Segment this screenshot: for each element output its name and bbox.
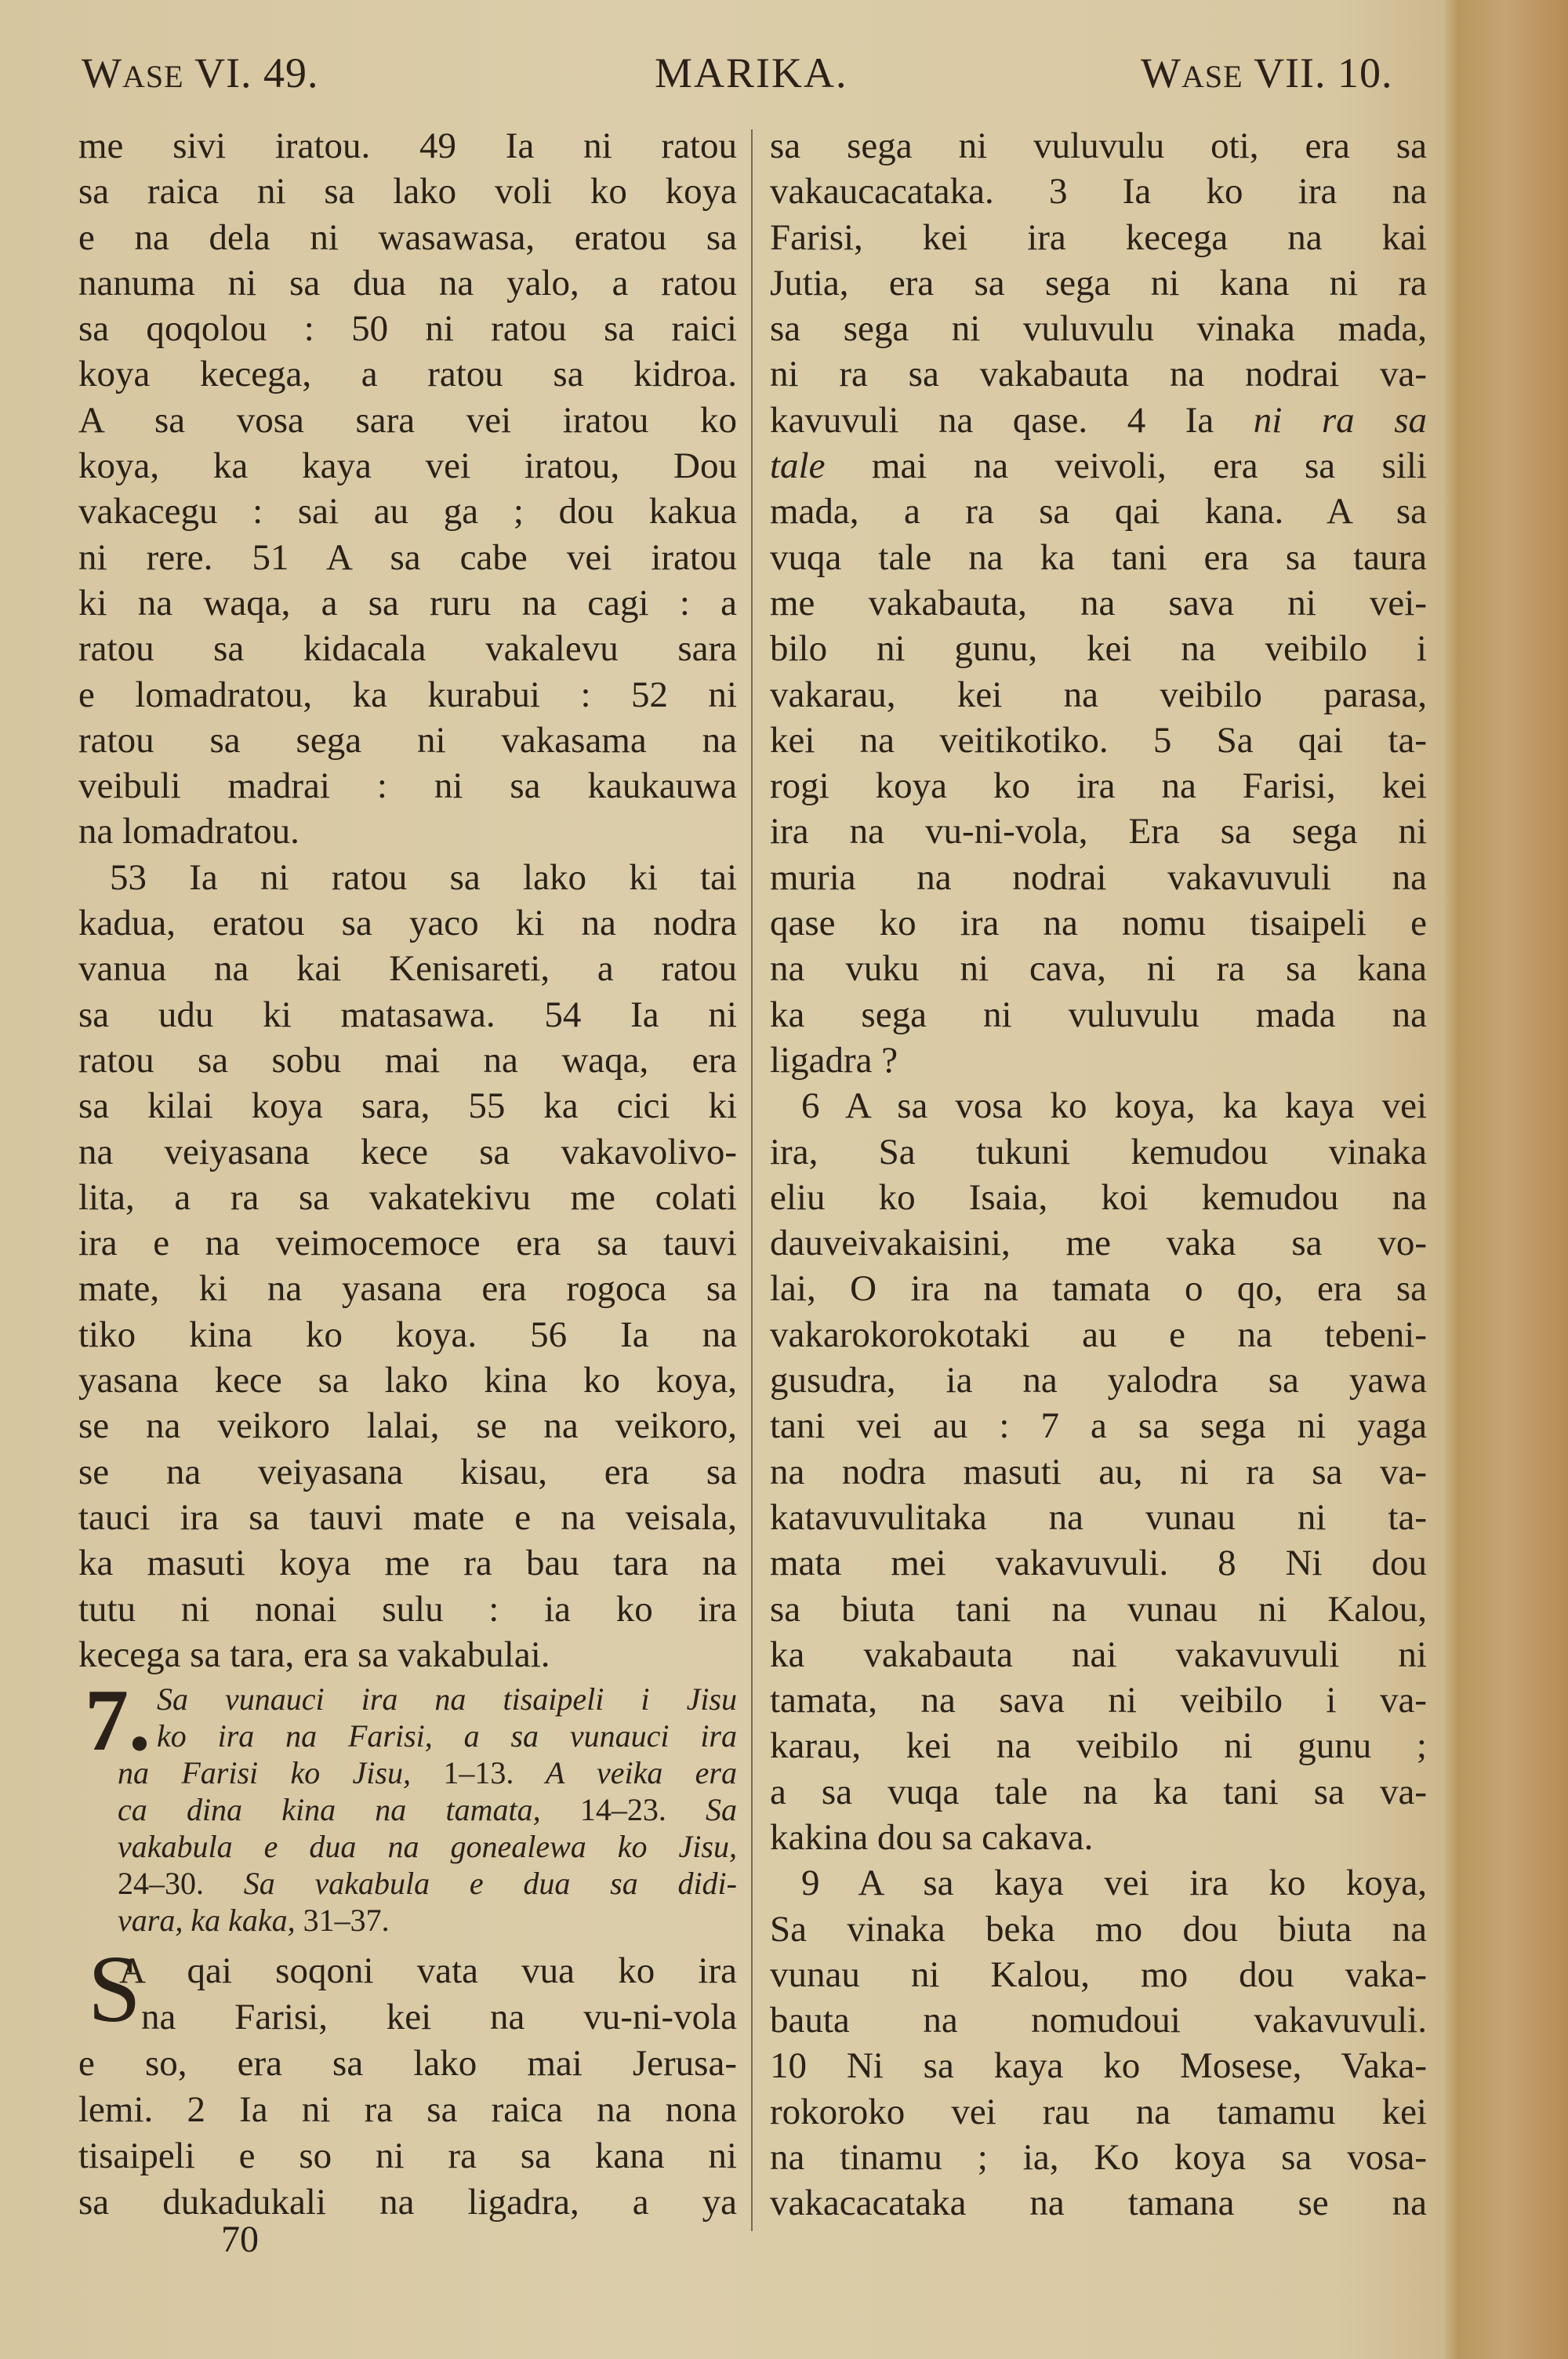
italic-text: na Farisi ko Jisu, [118,1755,444,1790]
text-line: mada, a ra sa qai kana. A sa [770,491,1427,533]
text-line: na veiyasana kece sa vakavolivo- [78,1131,737,1172]
text-line: na tinamu ; ia, Ko koya sa vosa- [770,2137,1427,2179]
text-line: Sa vinaka beka mo dou biuta na [770,1908,1427,1950]
text-line: sa dukadukali na ligadra, a ya [78,2182,737,2223]
text-line [770,398,1427,443]
text-line: rogi koya ko ira na Farisi, kei [770,765,1427,807]
text-line: A sa vosa sara vei iratou ko [78,399,737,441]
text-line: tisaipeli e so ni ra sa kana ni [78,2135,737,2176]
text-line: sa sega ni vuluvulu oti, era sa [770,125,1427,166]
running-head-left-smallcaps: ASE [122,59,184,94]
text-line: e na dela ni wasawasa, eratou sa [78,216,737,258]
text-line: vakaucacataka. 3 Ia ko ira na [770,171,1427,213]
summary-line [78,1754,737,1791]
text-line: tani vei au : 7 a sa sega ni yaga [770,1405,1427,1447]
chapter-number: 7. [85,1672,151,1769]
text-line: ira na vu-ni-vola, Era sa sega ni [770,811,1427,852]
drop-cap: S [88,1936,141,2042]
text-line: 10 Ni sa kaya ko Mosese, Vaka- [770,2045,1427,2087]
text-line: vuqa tale na ka tani era sa taura [770,536,1427,578]
text-line: Farisi, kei ira kecega na kai [770,216,1427,258]
text-line: muria na nodrai vakavuvuli na [770,856,1427,898]
chapter-summary [78,1681,737,1939]
text-line: sa qoqolou : 50 ni ratou sa raici [78,308,737,350]
italic-text: Sa vakabula e dua sa didi- [204,1866,737,1901]
paragraph [78,123,737,855]
text-line: tutu ni nonai sulu : ia ko ira [78,1588,737,1630]
paragraph [770,1083,1427,1860]
text-line: na nodra masuti au, ni ra sa va- [770,1451,1427,1492]
text-line: ni rere. 51 A sa cabe vei iratou [78,536,737,578]
text-line: me sivi iratou. 49 Ia ni ratou [78,125,737,166]
text-line: lita, a ra sa vakatekivu me colati [78,1176,737,1218]
running-head-left-cap: W [82,49,122,96]
italic-text: vakabula e dua na gonealewa ko Jisu, [118,1829,737,1864]
text-line: koya, ka kaya vei iratou, Dou [78,445,737,487]
summary-line [78,1865,737,1902]
italic-text: A veika era [514,1755,737,1790]
italic-text: Sa [666,1792,738,1827]
text-line: ka sega ni vuluvulu mada na [770,994,1427,1035]
text-line: 53 Ia ni ratou sa lako ki tai [110,856,737,898]
text-line: rokoroko vei rau na tamamu kei [770,2091,1427,2132]
paragraph [770,1860,1427,2226]
column-divider [751,129,753,2231]
summary-line [78,1902,737,1939]
running-head-right-ref: VII. 10. [1254,49,1393,96]
text-line: koya kecega, a ratou sa kidroa. [78,354,737,395]
italic-text: ni ra sa [1253,399,1427,441]
italic-text: tale [770,445,826,487]
text-line: sa raica ni sa lako voli ko koya [78,171,737,213]
text-line: gusudra, ia na yalodra sa yawa [770,1360,1427,1401]
italic-text: ko ira na Farisi, a sa vunauci ira [157,1718,737,1754]
text-line: ligadra ? [770,1039,898,1081]
text-line: vanua na kai Kenisareti, a ratou [78,948,737,990]
italic-text: ca dina kina na tamata, [118,1792,580,1827]
text-line: tauci ira sa tauvi mate e na veisala, [78,1496,737,1538]
page-number: 70 [221,2219,259,2260]
text-line: ratou sa kidacala vakalevu sara [78,628,737,670]
text-line: ira e na veimocemoce era sa tauvi [78,1223,737,1264]
text-line: vakarau, kei na veibilo parasa, [770,674,1427,715]
text-line: vunau ni Kalou, mo dou vaka- [770,1954,1427,1995]
running-head-left [82,49,319,97]
text-line: bilo ni gunu, kei na veibilo i [770,628,1427,670]
text-line: kei na veitikotiko. 5 Sa qai ta- [770,719,1427,761]
running-head-right [1141,49,1393,97]
text-line: tiko kina ko koya. 56 Ia na [78,1314,737,1355]
running-head-right-cap: W [1141,49,1181,96]
text-line: eliu ko Isaia, koi kemudou na [770,1176,1427,1218]
paragraph [770,123,1427,1083]
text-line: ratou sa sega ni vakasama na [78,719,737,761]
text-line: qase ko ira na nomu tisaipeli e [770,903,1427,944]
text-line: yasana kece sa lako kina ko koya, [78,1360,737,1401]
text-line: ira, Sa tukuni kemudou vinaka [770,1131,1427,1172]
right-column [770,123,1427,2226]
text-segment: kavuvuli na qase. 4 Ia [770,399,1254,441]
text-line: veibuli madrai : ni sa kaukauwa [78,765,737,807]
text-line: tamata, na sava ni veibilo i va- [770,1680,1427,1721]
text-line: ki na waqa, a sa ruru na cagi : a [78,582,737,623]
text-line: mate, ki na yasana era rogoca sa [78,1268,737,1310]
text-line: sa biuta tani na vunau ni Kalou, [770,1588,1427,1630]
text-line: ka vakabauta nai vakavuvuli ni [770,1634,1427,1675]
text-line: kakina dou sa cakava. [770,1816,1094,1858]
text-line: ni ra sa vakabauta na nodrai va- [770,354,1427,395]
text-line: se na veikoro lalai, se na veikoro, [78,1405,737,1447]
text-line: mata mei vakavuvuli. 8 Ni dou [770,1543,1427,1584]
text-line: kecega sa tara, era sa vakabulai. [78,1634,550,1675]
text-line: sa kilai koya sara, 55 ka cici ki [78,1085,737,1127]
text-line: kadua, eratou sa yaco ki na nodra [78,903,737,944]
summary-line [78,1681,737,1717]
summary-line [78,1717,737,1754]
text-line [770,443,1427,489]
text-line: lemi. 2 Ia ni ra sa raica na nona [78,2089,737,2130]
text-line: a sa vuqa tale na ka tani sa va- [770,1771,1427,1812]
text-segment: 1–13. [443,1755,514,1790]
text-line: dauveivakaisini, me vaka sa vo- [770,1223,1427,1264]
running-head-left-ref: VI. 49. [194,49,319,96]
chapter-text [78,1948,737,2226]
text-line: vakacegu : sai au ga ; dou kakua [78,491,737,533]
text-line: 9 A sa kaya vei ira ko koya, [801,1863,1427,1904]
summary-line [78,1828,737,1865]
text-line: sa sega ni vuluvulu vinaka mada, [770,308,1427,350]
running-head-right-smallcaps: ASE [1181,59,1243,94]
text-segment: 24–30. [118,1866,204,1901]
text-line: me vakabauta, na sava ni vei- [770,582,1427,623]
text-line: ka masuti koya me ra bau tara na [78,1543,737,1584]
text-line: na vuku ni cava, ni ra sa kana [770,948,1427,990]
text-line: na Farisi, kei na vu-ni-vola [141,1997,737,2037]
paragraph [78,855,737,1677]
text-segment: mai na veivoli, era sa sili [825,445,1427,487]
text-segment: 14–23. [579,1792,666,1827]
text-line: 6 A sa vosa ko koya, ka kaya vei [801,1085,1427,1127]
text-line: nanuma ni sa dua na yalo, a ratou [78,262,737,304]
italic-text: vara, ka kaka, [118,1903,303,1938]
left-column [78,123,737,1677]
text-line: na lomadratou. [78,811,299,852]
text-line: vakarokorokotaki au e na tebeni- [770,1314,1427,1355]
summary-line [78,1791,737,1828]
text-line: lai, O ira na tamata o qo, era sa [770,1268,1427,1310]
text-line: karau, kei na veibilo ni gunu ; [770,1725,1427,1767]
text-line: e lomadratou, ka kurabui : 52 ni [78,674,737,715]
text-line: Jutia, era sa sega ni kana ni ra [770,262,1427,304]
text-line: katavuvulitaka na vunau ni ta- [770,1496,1427,1538]
text-segment: 31–37. [303,1903,390,1938]
text-line: e so, era sa lako mai Jerusa- [78,2043,737,2084]
book-title: MARIKA. [655,49,848,96]
text-line: se na veiyasana kisau, era sa [78,1451,737,1492]
text-line: bauta na nomudoui vakavuvuli. [770,2000,1427,2041]
text-line: A qai soqoni vata vua ko ira [119,1950,737,1991]
text-line: ratou sa sobu mai na waqa, era [78,1039,737,1081]
italic-text: Sa vunauci ira na tisaipeli i Jisu [157,1681,737,1717]
text-line: vakacacataka na tamana se na [770,2183,1427,2224]
text-line: sa udu ki matasawa. 54 Ia ni [78,994,737,1035]
